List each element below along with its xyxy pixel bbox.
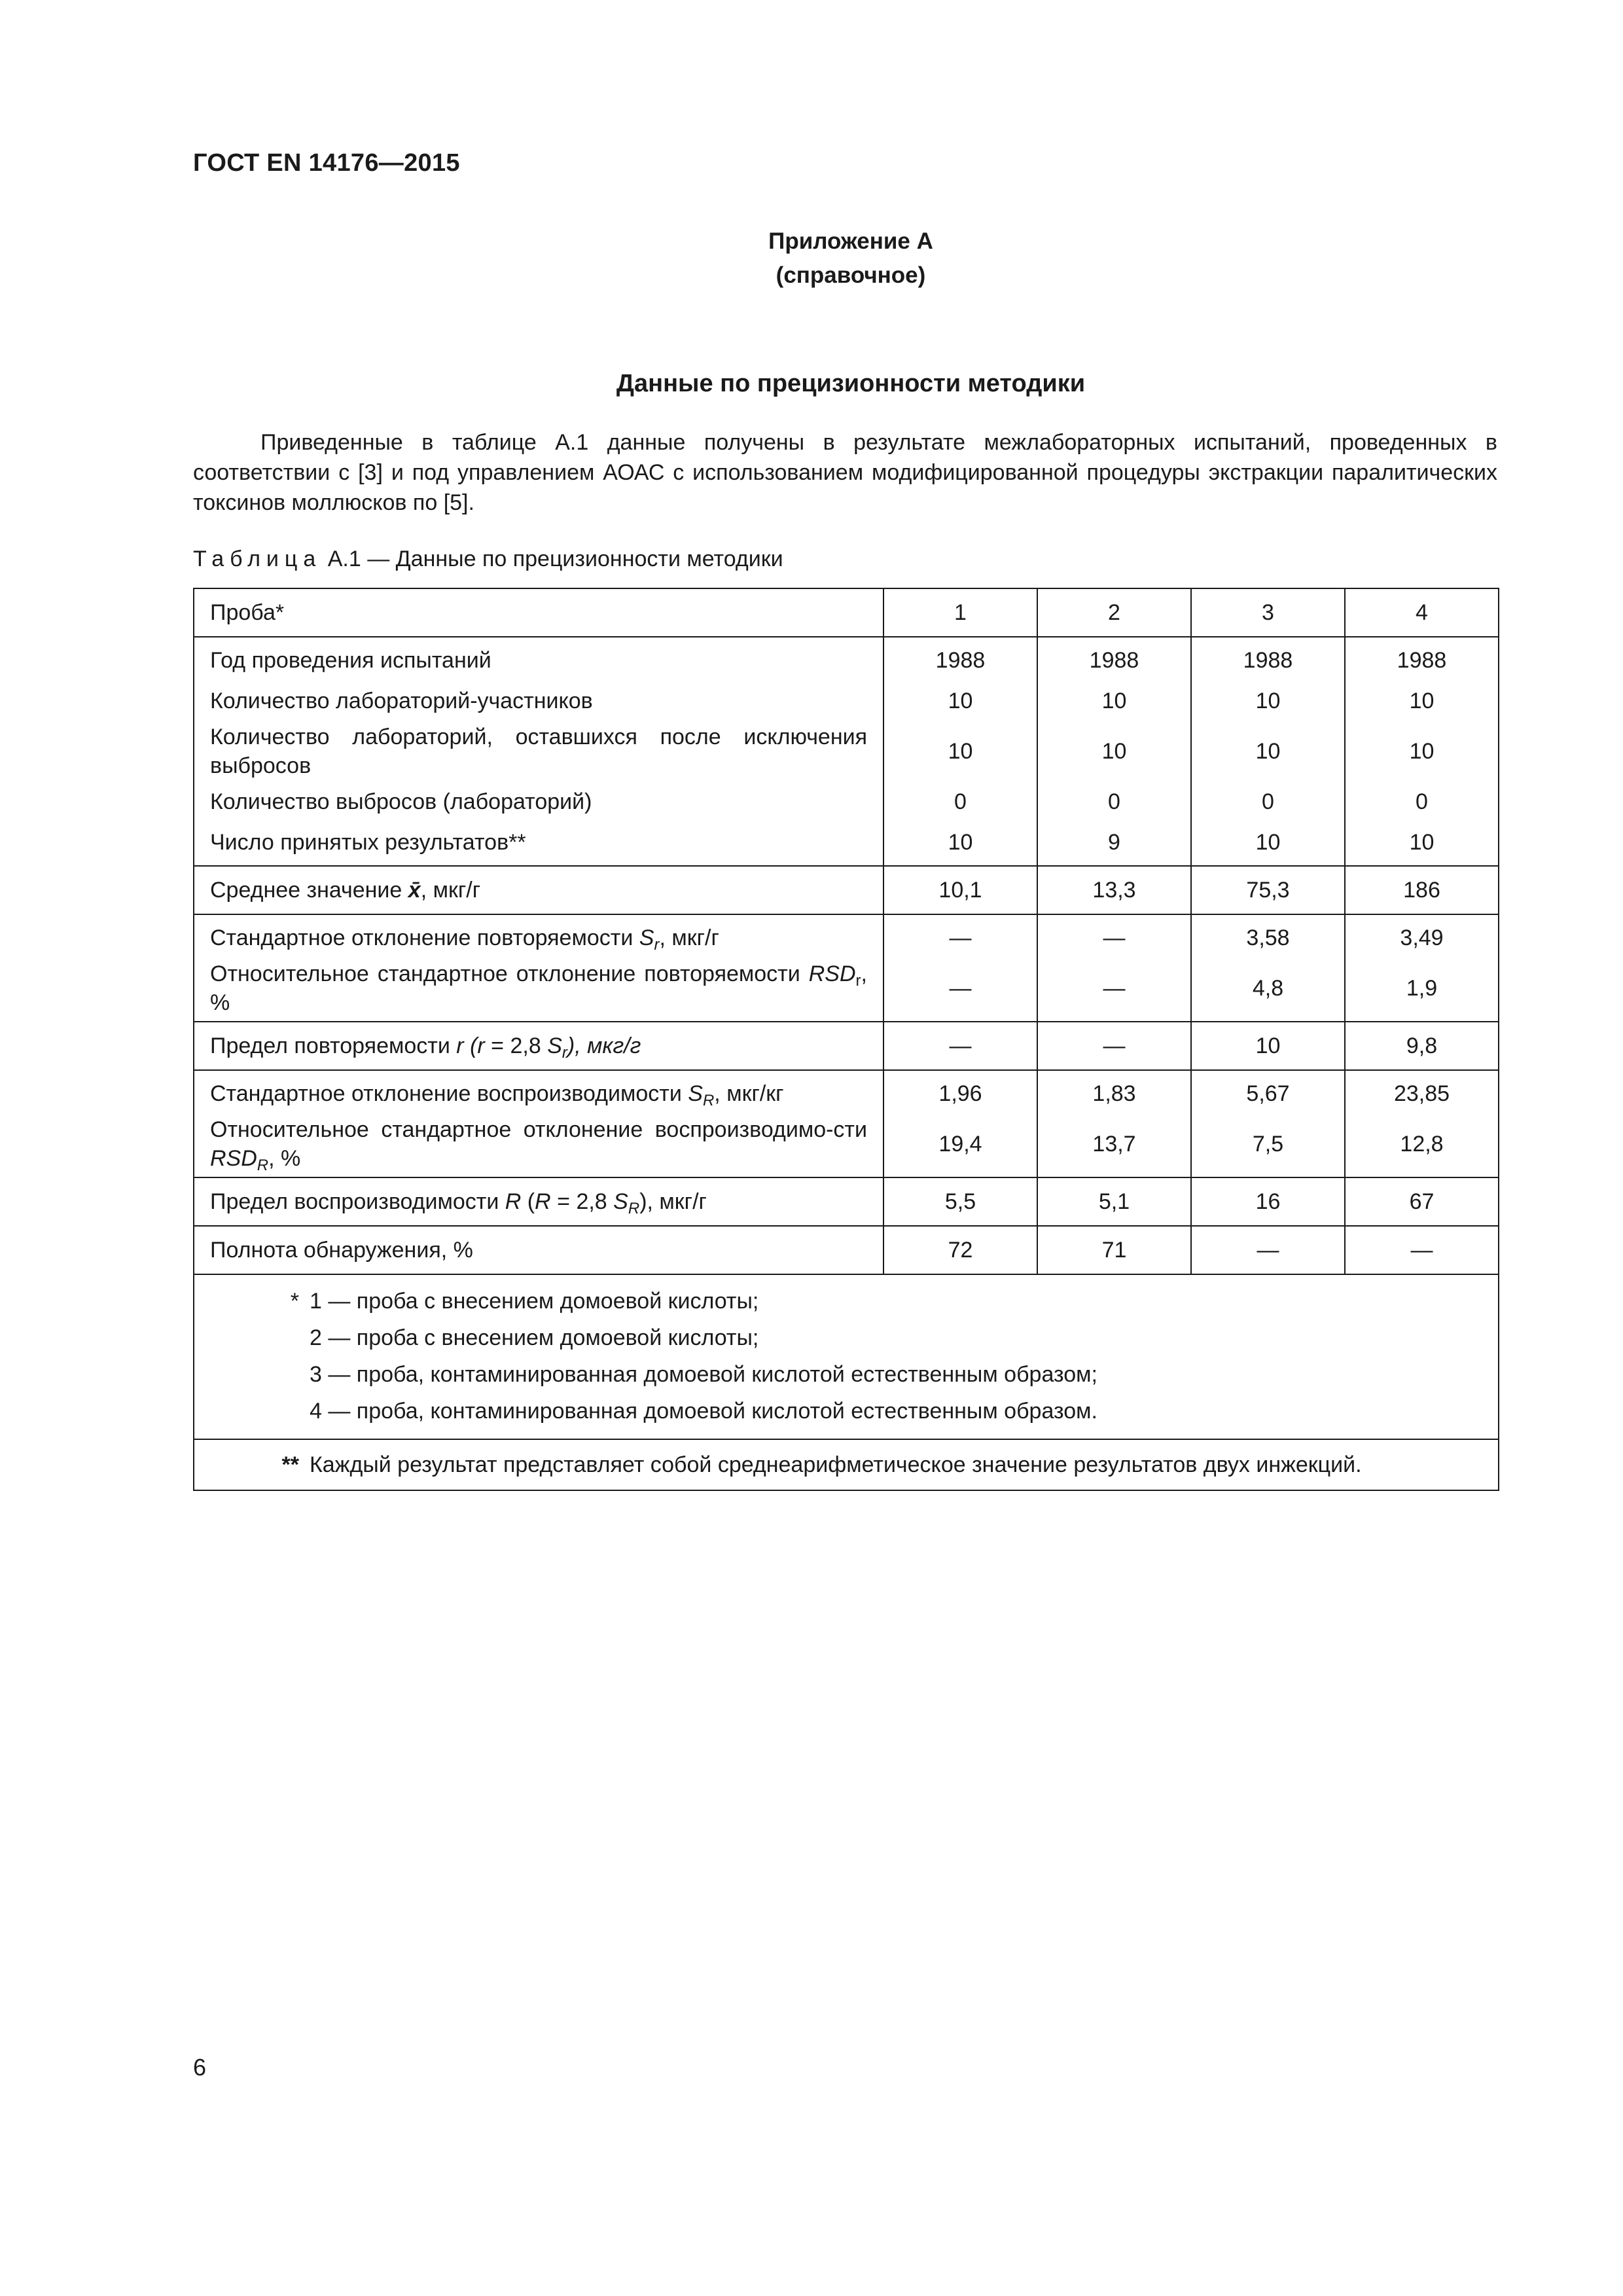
repeatability-col-4 bbox=[1345, 914, 1499, 1022]
table-cell: — bbox=[949, 975, 972, 1001]
Rlimit-sub: R bbox=[628, 1199, 640, 1217]
repeatability-col-1 bbox=[883, 914, 1037, 1022]
row-label-Rlimit bbox=[194, 1177, 883, 1226]
table-cell: 0 bbox=[1262, 789, 1274, 814]
rlimit-sym3: S bbox=[547, 1033, 562, 1058]
header-col-2: 2 bbox=[1037, 588, 1191, 637]
sr-symbol: S bbox=[639, 925, 654, 950]
rlimit-mid1: ( bbox=[463, 1033, 478, 1058]
rsdr-sub: r bbox=[855, 972, 861, 990]
table-cell: 3,58 bbox=[1246, 925, 1290, 950]
mean-label-prefix: Среднее значение bbox=[210, 877, 408, 903]
table-caption bbox=[193, 547, 783, 572]
rlimit-sym2: r bbox=[477, 1033, 485, 1058]
rlimit-mid2: = 2,8 bbox=[484, 1033, 548, 1058]
section-title bbox=[0, 370, 1623, 398]
table-row-notes bbox=[194, 1274, 1499, 1439]
table-cell: — bbox=[1103, 925, 1126, 950]
header-col-3: 3 bbox=[1191, 588, 1345, 637]
rsdR-label-suffix: , % bbox=[268, 1146, 301, 1171]
page-number: 6 bbox=[193, 2054, 207, 2081]
document-header: ГОСТ EN 14176—2015 bbox=[193, 149, 460, 177]
table-cell: 1988 bbox=[1397, 647, 1447, 673]
note-line bbox=[194, 1356, 1498, 1393]
note-line bbox=[194, 1319, 1498, 1356]
table-cell: 10 bbox=[1255, 738, 1281, 764]
table-header-row bbox=[194, 588, 1499, 637]
note-text: 4 — проба, контаминированная домоевой кислотой естественным образом. bbox=[310, 1398, 1097, 1424]
table-row-notes-2 bbox=[194, 1439, 1499, 1490]
table-row-group-1 bbox=[194, 637, 1499, 866]
table-cell: 5,67 bbox=[1246, 1081, 1290, 1106]
sample-notes bbox=[194, 1274, 1499, 1439]
table-row-group-repeatability bbox=[194, 914, 1499, 1022]
note-mark-asterisk: * bbox=[290, 1288, 299, 1314]
appendix-subtitle: (справочное) bbox=[776, 262, 926, 288]
table-cell: — bbox=[883, 1022, 1037, 1070]
Rlimit-label-prefix: Предел воспроизводимости bbox=[210, 1189, 505, 1214]
table-cell: 23,85 bbox=[1393, 1081, 1450, 1106]
row-label-labs-after: Количество лабораторий, оставшихся после исключения выбросов bbox=[210, 725, 867, 778]
note-mark-double-asterisk: ** bbox=[281, 1452, 299, 1477]
header-col-1: 1 bbox=[883, 588, 1037, 637]
group-1-col-1 bbox=[883, 637, 1037, 866]
table-row-reproducibility-limit bbox=[194, 1177, 1499, 1226]
table-row-group-reproducibility bbox=[194, 1070, 1499, 1177]
table-caption-text: А.1 — Данные по прецизионности методики bbox=[321, 547, 783, 571]
note-text: 1 — проба с внесением домоевой кислоты; bbox=[310, 1288, 759, 1314]
reproducibility-col-2 bbox=[1037, 1070, 1191, 1177]
row-label-accepted: Число принятых результатов** bbox=[210, 829, 526, 855]
table-cell: 9,8 bbox=[1345, 1022, 1499, 1070]
row-label-rsdR bbox=[210, 1114, 867, 1174]
row-label-rlimit bbox=[194, 1022, 883, 1070]
table-cell: 10,1 bbox=[883, 866, 1037, 914]
table-cell: 5,5 bbox=[883, 1177, 1037, 1226]
row-label-rsdr bbox=[210, 958, 867, 1018]
header-label: Проба* bbox=[194, 588, 883, 637]
row-label-mean bbox=[194, 866, 883, 914]
table-caption-prefix: Таблица bbox=[193, 547, 322, 571]
group-1-col-3 bbox=[1191, 637, 1345, 866]
table-cell: 1988 bbox=[1243, 647, 1293, 673]
Rlimit-mid1: ( bbox=[521, 1189, 535, 1214]
note-line bbox=[194, 1283, 1498, 1319]
repeatability-col-2 bbox=[1037, 914, 1191, 1022]
table-cell: 10 bbox=[948, 829, 973, 855]
sR-label-prefix: Стандартное отклонение воспроизводимости bbox=[210, 1081, 688, 1106]
table-cell: — bbox=[949, 925, 972, 950]
rlimit-label-prefix: Предел повторяемости bbox=[210, 1033, 457, 1058]
table-cell: 1988 bbox=[1089, 647, 1139, 673]
table-cell: 10 bbox=[1409, 829, 1435, 855]
intro-paragraph: Приведенные в таблице А.1 данные получены в результате межлабораторных испытаний, проведенных в соответствии с [3] и под управлением АОАС с использованием модифицированной процедуры экстракции паралитических токсинов моллюсков по [5]. bbox=[193, 430, 1497, 515]
table-cell: 0 bbox=[1108, 789, 1120, 814]
table-cell: 10 bbox=[1101, 738, 1127, 764]
sR-label-suffix: , мкг/кг bbox=[714, 1081, 784, 1106]
table-cell: 5,1 bbox=[1037, 1177, 1191, 1226]
table-cell: 3,49 bbox=[1400, 925, 1444, 950]
table-cell: 72 bbox=[883, 1226, 1037, 1274]
table-cell: — bbox=[1037, 1022, 1191, 1070]
row-label-sr bbox=[210, 918, 867, 958]
row-label-outliers: Количество выбросов (лабораторий) bbox=[210, 789, 592, 814]
Rlimit-sym1: R bbox=[505, 1189, 522, 1214]
table-cell: 7,5 bbox=[1252, 1131, 1284, 1157]
table-cell: 1,9 bbox=[1406, 975, 1438, 1001]
row-label-recovery: Полнота обнаружения, % bbox=[194, 1226, 883, 1274]
table-cell: — bbox=[1191, 1226, 1345, 1274]
Rlimit-sym3: S bbox=[613, 1189, 628, 1214]
rsdr-label-prefix: Относительное стандартное отклонение повторяемости bbox=[210, 961, 809, 986]
table-cell: 10 bbox=[1409, 738, 1435, 764]
repeatability-col-3 bbox=[1191, 914, 1345, 1022]
reproducibility-col-3 bbox=[1191, 1070, 1345, 1177]
rlimit-label-suffix: ), мкг/г bbox=[567, 1033, 641, 1058]
note-line bbox=[194, 1446, 1498, 1483]
table-cell: 10 bbox=[1409, 688, 1435, 713]
group-1-col-2 bbox=[1037, 637, 1191, 866]
rsdR-sub: R bbox=[257, 1157, 269, 1174]
appendix-heading bbox=[0, 224, 1623, 293]
table-cell: 13,3 bbox=[1037, 866, 1191, 914]
table-cell: 10 bbox=[948, 738, 973, 764]
note-text: 2 — проба с внесением домоевой кислоты; bbox=[310, 1325, 759, 1350]
table-row-mean bbox=[194, 866, 1499, 914]
sr-label-suffix: , мкг/г bbox=[659, 925, 719, 950]
group-1-col-4 bbox=[1345, 637, 1499, 866]
Rlimit-mid2: = 2,8 bbox=[550, 1189, 614, 1214]
table-cell: 75,3 bbox=[1191, 866, 1345, 914]
table-cell: 9 bbox=[1108, 829, 1120, 855]
note-text: 3 — проба, контаминированная домоевой кислотой естественным образом; bbox=[310, 1361, 1097, 1387]
table-cell: 1,83 bbox=[1092, 1081, 1136, 1106]
reproducibility-col-4 bbox=[1345, 1070, 1499, 1177]
table-cell: 12,8 bbox=[1400, 1131, 1444, 1157]
table-cell: 10 bbox=[948, 688, 973, 713]
section-title-text: Данные по прецизионности методики bbox=[616, 370, 1086, 397]
table-cell: 19,4 bbox=[938, 1131, 982, 1157]
sR-sub: R bbox=[702, 1091, 715, 1109]
rsdR-symbol: RSD bbox=[210, 1146, 257, 1171]
table-cell: 10 bbox=[1191, 1022, 1345, 1070]
rlimit-sub: r bbox=[562, 1043, 567, 1062]
table-cell: 186 bbox=[1345, 866, 1499, 914]
table-row-recovery bbox=[194, 1226, 1499, 1274]
rsdr-symbol: RSD bbox=[808, 961, 856, 986]
note-line bbox=[194, 1393, 1498, 1429]
Rlimit-label-suffix: ), мкг/г bbox=[639, 1189, 707, 1214]
row-label-labs: Количество лабораторий-участников bbox=[210, 688, 593, 713]
table-cell: — bbox=[1345, 1226, 1499, 1274]
table-cell: 10 bbox=[1255, 829, 1281, 855]
table-cell: 71 bbox=[1037, 1226, 1191, 1274]
sr-sub: r bbox=[654, 935, 660, 954]
table-cell: 67 bbox=[1345, 1177, 1499, 1226]
row-label-sR bbox=[210, 1073, 867, 1114]
rsdR-label-prefix: Относительное стандартное отклонение воспроизводимо-сти bbox=[210, 1117, 867, 1142]
table-cell: 0 bbox=[1416, 789, 1428, 814]
table-cell: 1988 bbox=[935, 647, 986, 673]
table-cell: 10 bbox=[1101, 688, 1127, 713]
precision-table bbox=[193, 588, 1499, 1491]
mean-label-suffix: , мкг/г bbox=[420, 877, 481, 903]
reproducibility-labels bbox=[194, 1070, 883, 1177]
results-note bbox=[194, 1439, 1499, 1490]
header-col-4: 4 bbox=[1345, 588, 1499, 637]
table-cell: — bbox=[1103, 975, 1126, 1001]
table-cell: 10 bbox=[1255, 688, 1281, 713]
row-label-year: Год проведения испытаний bbox=[210, 647, 491, 673]
appendix-title: Приложение А bbox=[768, 228, 933, 254]
group-1-labels bbox=[194, 637, 883, 866]
note-text: Каждый результат представляет собой среднеарифметическое значение результатов двух инжекций. bbox=[310, 1452, 1362, 1477]
table-cell: 1,96 bbox=[938, 1081, 982, 1106]
table-cell: 4,8 bbox=[1252, 975, 1284, 1001]
table-row-repeatability-limit bbox=[194, 1022, 1499, 1070]
mean-symbol: x̄ bbox=[408, 877, 421, 903]
table-cell: 0 bbox=[954, 789, 967, 814]
rlimit-sym1: r bbox=[456, 1033, 464, 1058]
reproducibility-col-1 bbox=[883, 1070, 1037, 1177]
sR-symbol: S bbox=[688, 1081, 703, 1106]
table-cell: 16 bbox=[1191, 1177, 1345, 1226]
repeatability-labels bbox=[194, 914, 883, 1022]
rsdr-label-suffix: , % bbox=[210, 961, 867, 1015]
table-cell: 13,7 bbox=[1092, 1131, 1136, 1157]
Rlimit-sym2: R bbox=[535, 1189, 551, 1214]
sr-label-prefix: Стандартное отклонение повторяемости bbox=[210, 925, 639, 950]
